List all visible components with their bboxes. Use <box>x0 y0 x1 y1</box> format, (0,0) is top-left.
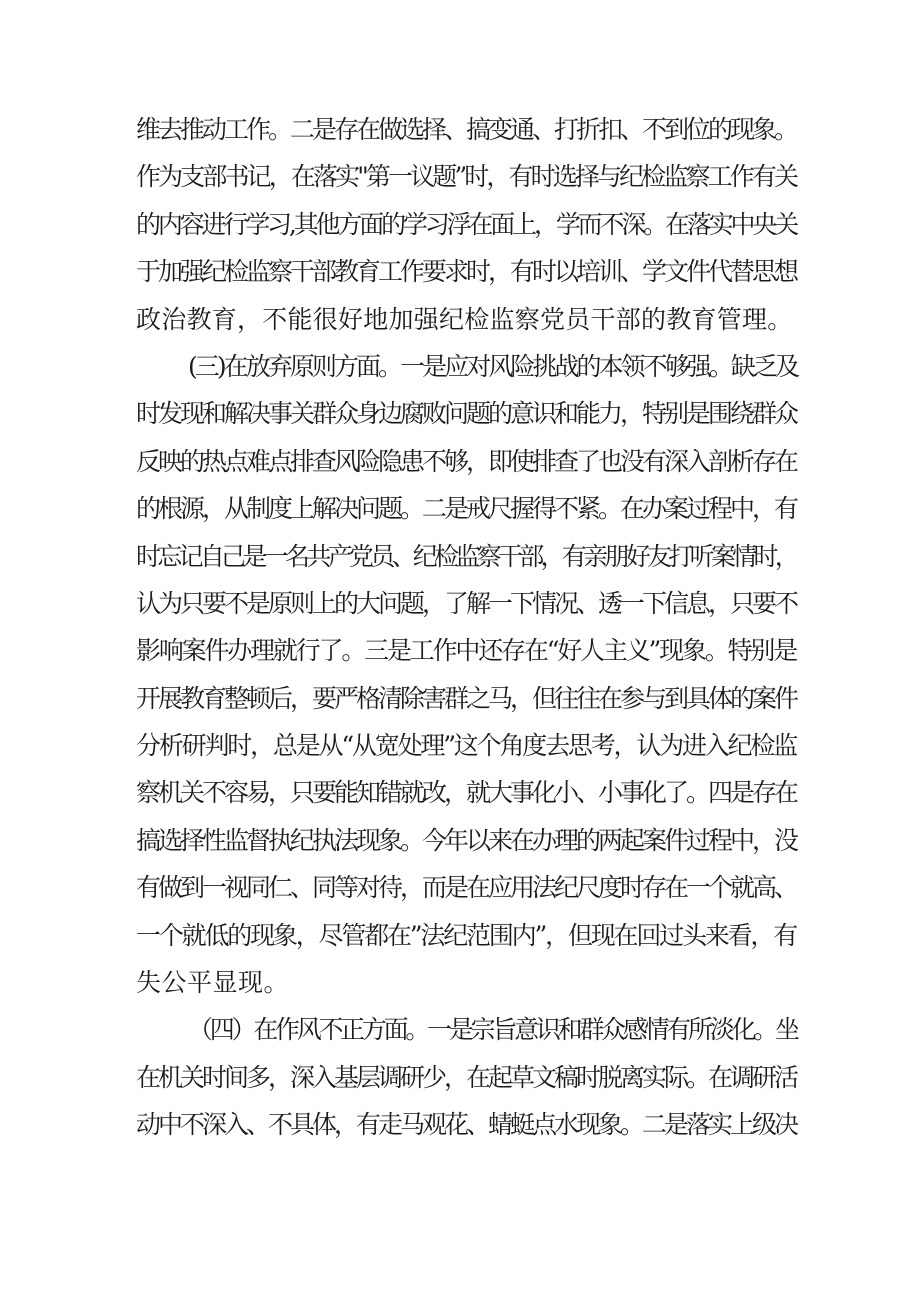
text-line: 反映的热点难点排查风险隐患不够，即使排查了也没有深入剖析存在 <box>136 446 797 476</box>
text-line: 时忘记自己是一名共产党员、纪检监察干部，有亲朋好友打听案情时， <box>136 541 796 571</box>
text-line: 于加强纪检监察干部教育工作要求时，有时以培训、学文件代替思想 <box>136 257 797 287</box>
text-line: 察机关不容易，只要能知错就改，就大事化小、小事化了。四是存在 <box>136 778 797 808</box>
section-heading-line: (三)在放弃原则方面。一是应对风险挑战的本领不够强。缺乏及 <box>188 351 796 381</box>
body-text <box>136 106 796 1149</box>
text-line: 有做到一视同仁、同等对待，而是在应用法纪尺度时存在一个就高、 <box>136 873 797 903</box>
text-line: 时发现和解决事关群众身边腐败问题的意识和能力，特别是围绕群众 <box>136 399 797 429</box>
text-line: 的根源，从制度上解决问题。二是戒尺握得不紧。在办案过程中，有 <box>136 494 797 524</box>
text-line: 动中不深入、不具体，有走马观花、蜻蜓点水现象。二是落实上级决 <box>136 1110 797 1140</box>
section-heading-line: （四）在作风不正方面。一是宗旨意识和群众感情有所淡化。坐 <box>188 1015 796 1045</box>
text-line: 搞选择性监督执纪执法现象。今年以来在办理的两起案件过程中，没 <box>136 825 797 855</box>
text-line: 影响案件办理就行了。三是工作中还存在“好人主义”现象。特别是 <box>136 636 796 666</box>
text-line: 开展教育整顿后，要严格清除害群之马，但往往在参与到具体的案件 <box>136 683 797 713</box>
text-line: 维去推动工作。二是存在做选择、搞变通、打折扣、不到位的现象。 <box>136 115 797 144</box>
text-line: 失公平显现。 <box>136 968 290 998</box>
text-line: 一个就低的现象，尽管都在”法纪范围内”，但现在回过头来看，有 <box>136 920 796 950</box>
text-line: 作为支部书记，在落实"第一议题”时，有时选择与纪检监察工作有关 <box>136 162 796 192</box>
text-line: 的内容进行学习,其他方面的学习浮在面上，学而不深。在落实中央关 <box>136 209 796 239</box>
text-line: 在机关时间多，深入基层调研少，在起草文稿时脱离实际。在调研活 <box>136 1062 797 1092</box>
text-line: 认为只要不是原则上的大问题，了解一下情况、透一下信息，只要不 <box>136 588 797 618</box>
text-line: 政治教育，不能很好地加强纪检监察党员干部的教育管理。 <box>136 304 793 334</box>
text-line: 分析研判时，总是从“从宽处理”这个角度去思考，认为进入纪检监 <box>136 731 796 761</box>
